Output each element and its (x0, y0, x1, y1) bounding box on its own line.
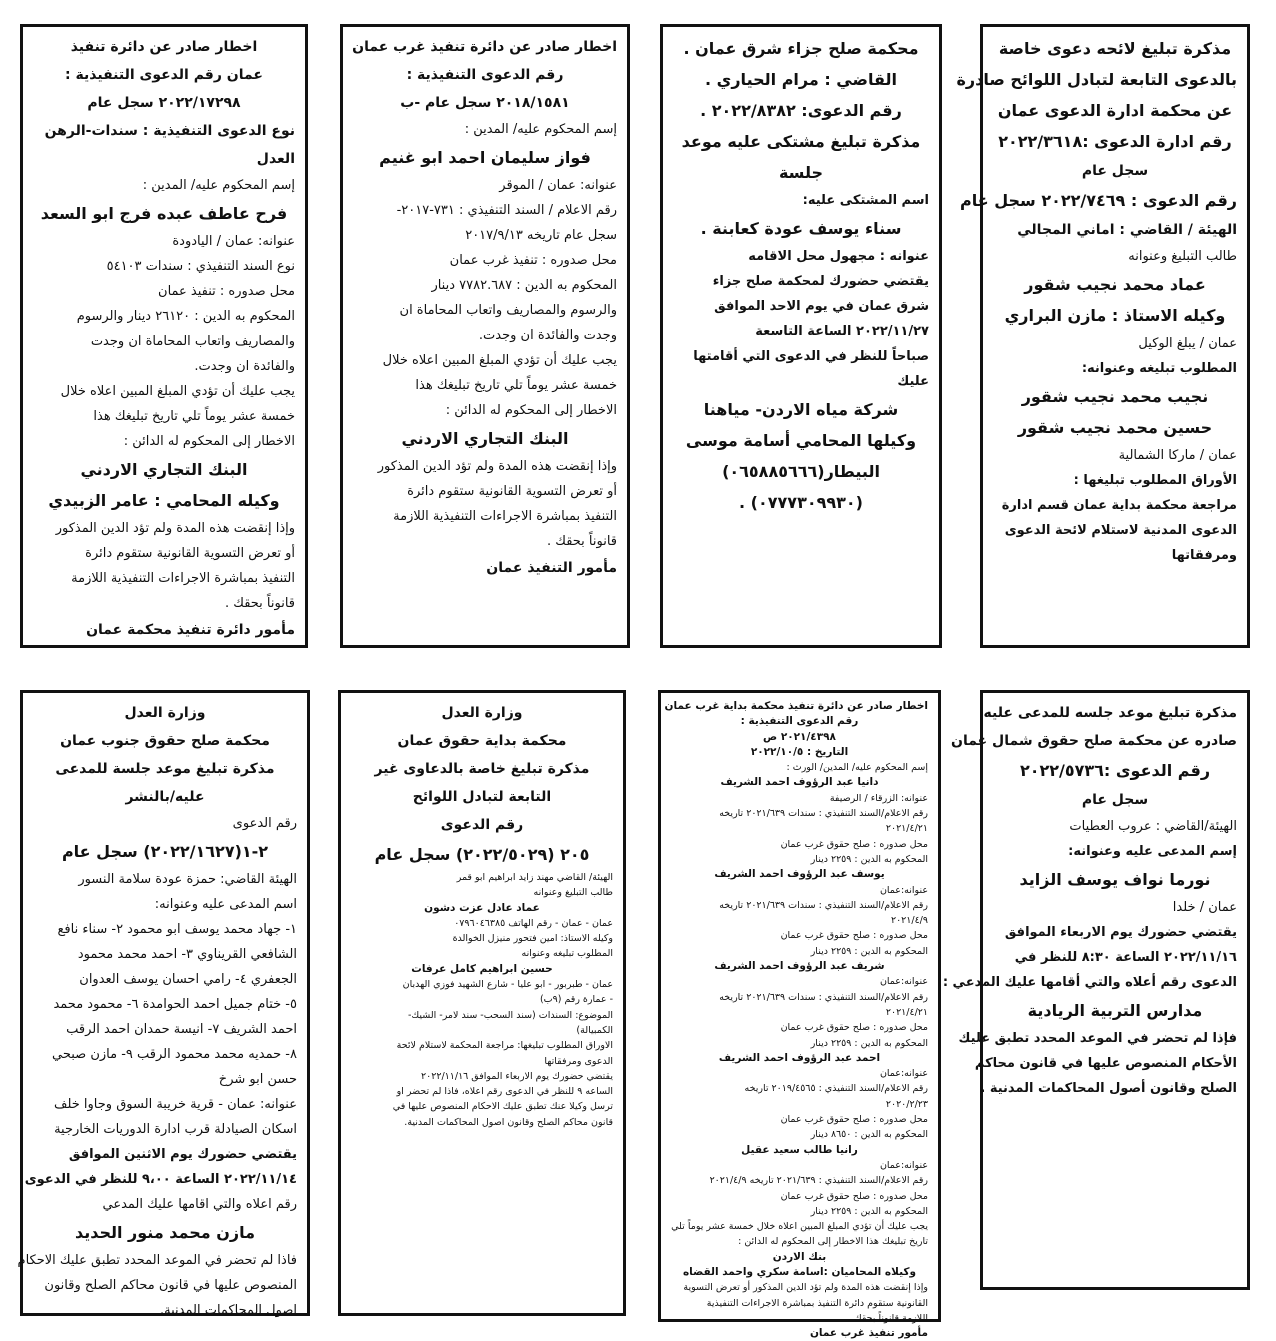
notice-line: صباحاً للنظر في الدعوى التي أقامتها (693, 349, 929, 364)
notice-line: فرح عاطف عبده فرج ابو السعد (40, 204, 288, 223)
notice-line: رقم الدعوى التنفيذية : (406, 67, 564, 83)
notice-line: يجب عليك أن تؤدي المبلغ المبين اعلاه خلال (60, 384, 295, 399)
notice-line: والفائدة ان وجدت. (194, 359, 295, 374)
notice-line: الموضوع: السندات (سند السحب- سند لامر- الشيك- (407, 1009, 613, 1021)
notice-line: رقم اعلاه والتي اقامها عليك المدعي (102, 1197, 297, 1212)
notice-line: حسن ابو شرخ (218, 1072, 297, 1087)
notice-line: التنفيذ بمباشرة الاجراءات التنفيذية اللازمة (393, 509, 617, 524)
notice-line: عنوانه:عمان (879, 1159, 928, 1171)
notice-line: شرق عمان في يوم الاحد الموافق (714, 299, 929, 314)
notice-line: وكيلها المحامي أسامة موسى (685, 431, 917, 450)
notice-line: رقم الدعوى (440, 817, 524, 833)
notice-line: عمان / خلدا (1172, 900, 1237, 915)
notice-line: قانوناً بحقك . (546, 534, 617, 549)
notice-line: محل صدوره : صلح حقوق غرب عمان (780, 1114, 928, 1126)
notice-line: ٢٠٥ (٢٠٢٢/٥٠٢٩) سجل عام (374, 845, 590, 864)
notice-west-amman-first-instance-execution (658, 690, 941, 1340)
notice-line: محكمة بداية حقوق عمان (397, 733, 567, 749)
notice-line: ٨- حمديه محمد محمود الرقب ٩- مازن صبحي (52, 1047, 297, 1062)
notice-line: رقم الاعلام/السند التنفيذي : ٢٠١٩/٤٥٦٥ تاريخه (744, 1083, 928, 1095)
notice-line: اسم المدعى عليه وعنوانه: (154, 897, 297, 912)
notice-line: محل صدوره : صلح حقوق غرب عمان (780, 1022, 928, 1034)
notice-line: وكيلاه المحاميان :اسامة سكري واحمد القضاه (682, 1265, 917, 1278)
notice-line: سجل عام (1081, 163, 1149, 179)
notice-line: فإذا لم تحضر في الموعد المحدد تطبق عليك (958, 1031, 1237, 1046)
notice-line: سجل عام (1081, 792, 1149, 808)
notice-line: إسم المدعى عليه وعنوانه: (1068, 844, 1237, 859)
notice-line: ٢٠٢٠/٢/٢٣ (885, 1098, 928, 1110)
notice-line: وزارة العدل (441, 705, 523, 721)
notice-line: اللازمة قانوناً بحقك . (847, 1312, 928, 1324)
notice-line: اسكان الصيادلة قرب ادارة الدوريات الخارجية (54, 1122, 297, 1137)
notice-line: محكمة صلح جزاء شرق عمان . (683, 39, 919, 58)
notice-line: محل صدوره : تنفيذ عمان (158, 284, 295, 299)
notice-amman-first-instance-court (338, 690, 626, 1316)
notice-line: - عمارة رقم (٩ب) (539, 994, 613, 1006)
notice-line: المطلوب تبليغه وعنوانه: (1081, 361, 1237, 376)
notice-line: الاخطار إلى المحكوم له الدائن : (445, 403, 617, 418)
notice-line: الساعه ٩ للنظر في الدعوى رقم اعلاه، فاذا لم تحضر او (396, 1086, 613, 1098)
notice-line: عماد محمد نجيب شقور (1024, 275, 1206, 294)
notice-line: ٢٠٢٢/١١/٢٧ الساعة التاسعة (755, 324, 929, 339)
notice-line: المحكوم به الدين : ٢٢٥٩ دينار (810, 1037, 928, 1049)
notice-line: رقم الدعوى :٢٠٢٢/٥٧٣٦ (1019, 761, 1211, 780)
notice-line: وإذا إنقضت هذه المدة ولم تؤد الدين المذكور (377, 459, 617, 474)
notice-line: رانيا طالب سعيد عقيل (741, 1143, 858, 1156)
notice-line: إسم المحكوم عليه/ المدين : (142, 178, 295, 193)
notice-line: يقتضي حضورك يوم الاثنين الموافق (68, 1147, 297, 1162)
notice-line: مذكرة تبليغ خاصة بالدعاوى غير (374, 761, 590, 777)
notice-line: قانوناً بحقك . (224, 596, 295, 611)
notice-line: وكيله الاستاذ : مازن البراري (1004, 306, 1226, 325)
notice-line: محل صدوره : صلح حقوق غرب عمان (780, 930, 928, 942)
notice-line: رقم الاعلام/السند التنفيذي : سندات ٢٠٢١/٦٣٩ تاريخه (719, 991, 928, 1003)
notice-line: المحكوم به الدين : ٧٧٨٢.٦٨٧ دينار (431, 278, 617, 293)
notice-line: محل صدوره : صلح حقوق غرب عمان (780, 838, 928, 850)
notice-line: مازن محمد منور الحديد (74, 1223, 256, 1242)
notice-line: رقم الدعوى التنفيذية : (740, 715, 859, 728)
notice-line: مأمور دائرة تنفيذ محكمة عمان (86, 622, 295, 638)
notice-line: جلسة (778, 163, 824, 182)
notice-line: نوع السند التنفيذي : سندات ٥٤١٠٣ (106, 259, 295, 274)
notice-line: نوع الدعوى التنفيذية : سندات-الرهن (44, 123, 295, 139)
notice-line: مذكرة تبليغ موعد جلسة للمدعى (55, 761, 275, 777)
notice-line: وزارة العدل (124, 705, 206, 721)
notice-line: ٢٠٢١/٤٣٩٨ ص (763, 730, 836, 743)
notice-line: عليك (897, 374, 929, 389)
notice-line: المحكوم به الدين : ٨٦٥٠ دينار (810, 1129, 928, 1141)
notice-line: اصول المحاكمات المدنية. (160, 1303, 297, 1318)
notice-line: التنفيذ بمباشرة الاجراءات التنفيذية اللازمة (71, 571, 295, 586)
notice-line: عنوانه:عمان (879, 1068, 928, 1080)
notice-line: رقم الاعلام/السند التنفيذي : ٢٠٢١/٦٣٩ تاريخه ٢٠٢١/٤/٩ (709, 1175, 928, 1187)
notice-line: البيطار(٠٦٥٨٨٥٦٦٦) (722, 462, 880, 481)
notice-line: محل صدوره : تنفيذ غرب عمان (449, 253, 617, 268)
notice-line: حسين ابراهيم كامل عرفات (411, 962, 553, 975)
notice-line: مراجعة محكمة بداية عمان قسم ادارة (1001, 498, 1237, 513)
notice-line: رقم الاعلام / السند التنفيذي : ٧٣١-٢٠١٧- (396, 203, 617, 218)
notice-line: والمصاريف واتعاب المحاماة ان وجدت (90, 334, 295, 349)
notice-line: التاريخ : ٢٠٢٢/١٠/٥ (750, 745, 849, 758)
notice-line: ٢-١(٢٠٢٢/١٦٢٧) سجل عام (61, 842, 269, 861)
notice-line: الدعوى المدنية لاستلام لائحة الدعوى (1004, 523, 1237, 538)
notice-line: الاوراق المطلوب تبليغها: مراجعة المحكمة لاستلام لائحة (396, 1040, 613, 1052)
notice-line: أو تعرض التسوية القانونية ستقوم دائرة (85, 546, 295, 561)
notice-line: الصلح وقانون أصول المحاكمات المدنية . (980, 1081, 1237, 1096)
notice-south-amman-civil-court (17, 690, 310, 1318)
notice-line: المنصوص عليها في قانون محاكم الصلح وقانون (44, 1278, 297, 1293)
notice-line: قانون محاكم الصلح وقانون اصول المحاكمات المدنية. (404, 1116, 613, 1128)
notice-line: اخطار صادر عن دائرة تنفيذ محكمة بداية غرب عمان (664, 700, 928, 712)
notice-line: الهيئة/ القاضي مهند زايد ابراهيم ابو قمر (456, 872, 613, 883)
notice-line: مدارس التربية الريادية (1027, 1001, 1203, 1020)
notice-north-amman-civil-court (942, 690, 1250, 1290)
notice-line: المحكوم به الدين : ٢٢٥٩ دينار (810, 945, 928, 957)
notice-line: إسم المحكوم عليه/ المدين/ الورث : (786, 762, 928, 774)
notice-line: الهيئة/القاضي : عروب العطيات (1069, 819, 1237, 834)
notice-line: والرسوم والمصاريف واتعاب المحاماة ان (399, 303, 617, 318)
notice-line: خمسة عشر يوماً تلي تاريخ تبليغك هذا (93, 409, 295, 424)
notice-line: رقم الدعوى: ٢٠٢٢/٨٣٨٢ . (700, 101, 902, 120)
notice-line: محل صدوره : صلح حقوق غرب عمان (780, 1190, 928, 1202)
notice-line: يوسف عبد الرؤوف احمد الشريف (714, 868, 885, 881)
notice-line: أو تعرض التسوية القانونية ستقوم دائرة (407, 484, 617, 499)
notice-line: رقم الاعلام/السند التنفيذي : سندات ٢٠٢١/٦٣٩ تاريخه (719, 899, 928, 911)
notice-line: ترسل وكيلا عنك تطبق عليك الاحكام المنصوص عليها في (392, 1101, 613, 1113)
notice-line: عنوانه: الزرقاء / الرصيفة (829, 792, 928, 804)
notice-line: عمان / ماركا الشمالية (1118, 448, 1237, 463)
notice-line: يقتضي حضورك لمحكمة صلح جزاء (712, 274, 929, 289)
notice-line: الأوراق المطلوب تبليغها : (1073, 473, 1237, 488)
notice-line: فواز سليمان احمد ابو غنيم (379, 148, 591, 167)
notice-line: عمان - طبربور - ابو عليا - شارع الشهيد فوزي الهدبان (402, 979, 613, 991)
notice-line: طالب التبليغ وعنوانه (533, 887, 613, 899)
notice-line: القاضي : مرام الحياري . (705, 70, 897, 89)
notice-line: رقم الدعوى (232, 816, 297, 831)
notice-line: مأمور التنفيذ عمان (486, 560, 617, 576)
notice-line: مذكرة تبليغ مشتكى عليه موعد (681, 132, 921, 151)
notice-line: بالدعوى التابعة لتبادل اللوائح صادرة (956, 70, 1237, 89)
notice-line: ٢٠٢٢/١٧٢٩٨ سجل عام (87, 95, 241, 111)
notice-line: سناء يوسف عودة كعابنة . (700, 219, 902, 238)
notice-line: دانيا عبد الرؤوف احمد الشريف (720, 776, 879, 789)
notice-line: احمد الشريف ٧- انيسة حمدان احمد الرقب (66, 1022, 297, 1037)
notice-line: مذكرة تبليغ لائحه دعوى خاصة (998, 39, 1232, 58)
notice-line: (٠٧٧٧٣٠٩٩٣٠) . (739, 493, 863, 512)
notice-line: اخطار صادر عن دائرة تنفيذ (70, 39, 258, 55)
notice-line: عنوانه: عمان / اليادودة (172, 234, 295, 249)
notice-line: شريف عبد الرؤوف احمد الشريف (714, 960, 885, 973)
notice-line: ٢٠٢١/٤/٩ (890, 915, 928, 927)
notice-line: يجب عليك أن تؤدي المبلغ المبين اعلاه خلال خمسة عشر يوماً تلي (671, 1221, 928, 1233)
notice-line: رقم الدعوى : ٢٠٢٢/٧٤٦٩ سجل عام (959, 191, 1237, 210)
notice-line: عنوانه:عمان (879, 976, 928, 988)
notice-line: طالب التبليغ وعنوانه (1128, 249, 1237, 264)
notice-line: خمسة عشر يوماً تلي تاريخ تبليغك هذا (415, 378, 617, 393)
notice-line: المحكوم به الدين : ٢٢٥٩ دينار (810, 853, 928, 865)
notice-east-amman-criminal-court (660, 24, 942, 648)
notice-line: مأمور تنفيذ غرب عمان (809, 1327, 928, 1340)
notice-line: نجيب محمد نجيب شقور (1021, 387, 1209, 406)
notice-line: عماد عادل عزت دشون (424, 901, 540, 914)
notice-line: البنك التجاري الاردني (401, 429, 569, 448)
notice-line: عمان - عمان - رقم الهاتف ٠٧٩٦٠٤٦٣٨٥ (454, 917, 613, 929)
notice-line: حسين محمد نجيب شقور (1017, 418, 1213, 437)
notice-line: الشافعي القريناوي ٣- احمد محمد محمود (77, 947, 297, 962)
notice-line: ١- جهاد محمد يوسف ابو محمود ٢- سناء نافع (57, 922, 297, 937)
notice-west-amman-execution (340, 24, 630, 648)
notice-line: اسم المشتكى عليه: (802, 193, 929, 208)
notice-line: ٥- ختام جميل احمد الحوامدة ٦- محمود محمد (53, 997, 297, 1012)
notice-line: مذكرة تبليغ موعد جلسه للمدعى عليه (983, 705, 1237, 721)
notice-line: عمان رقم الدعوى التنفيذية : (65, 67, 263, 83)
notice-line: البنك التجاري الاردني (80, 460, 248, 479)
notice-line: عمان / يبلغ الوكيل (1138, 336, 1237, 351)
notice-line: ٢٠٢١/٤/٢١ (885, 823, 928, 835)
notice-amman-execution (20, 24, 308, 648)
notice-line: شركة مياه الاردن- مياهنا (703, 400, 899, 419)
notice-line: الكمبيالة) (576, 1024, 613, 1036)
notice-line: الهيئة القاضي: حمزة عودة سلامة النسور (78, 872, 297, 887)
notice-line: رقم ادارة الدعوى :٢٠٢٢/٣٦١٨ (998, 132, 1232, 151)
notice-line: بنك الاردن (772, 1250, 827, 1263)
notice-line: الهيئة / القاضي : اماني المجالي (1017, 222, 1237, 238)
notice-line: عن محكمة ادارة الدعوى عمان (997, 101, 1233, 120)
notice-line: ٢٠٢٢/١١/١٦ الساعة ٨:٣٠ للنظر في (1014, 950, 1237, 965)
notice-line: وإذا إنقضت هذه المدة ولم تؤد الدين المذكور أو تعرض التسوية (683, 1282, 928, 1294)
notice-line: المحكوم به الدين : ٢٢٥٩ دينار (810, 1205, 928, 1217)
notice-line: اخطار صادر عن دائرة تنفيذ غرب عمان (352, 39, 617, 55)
notice-line: رقم الاعلام/السند التنفيذي : سندات ٢٠٢١/٦٣٩ تاريخه (719, 808, 928, 820)
notice-line: محكمة صلح حقوق جنوب عمان (60, 733, 270, 749)
notice-line: يقتضي حضورك يوم الاربعاء الموافق (1004, 925, 1237, 940)
notice-line: المطلوب تبليغه وعنوانه (521, 948, 613, 960)
notice-line: احمد عبد الرؤوف احمد الشريف (718, 1051, 881, 1064)
notice-line: الاخطار إلى المحكوم له الدائن : (123, 434, 295, 449)
notice-line: وكيله المحامي : عامر الزبيدي (48, 491, 280, 510)
notice-line: وإذا إنقضت هذه المدة ولم تؤد الدين المذكور (55, 521, 295, 536)
notice-line: الأحكام المنصوص عليها في قانون محاكم (974, 1056, 1237, 1071)
notice-line: عنوانه: عمان / الموقر (499, 178, 617, 193)
notice-line: صادره عن محكمة صلح حقوق شمال عمان (951, 733, 1237, 749)
notice-memo-claim-management (956, 24, 1250, 648)
notice-line: عليه/بالنشر (125, 789, 205, 805)
notice-line: وجدت والفائدة ان وجدت. (478, 328, 617, 343)
notice-line: المحكوم به الدين : ٢٦١٢٠ دينار والرسوم (76, 309, 295, 324)
notice-line: إسم المحكوم عليه/ المدين : (464, 122, 617, 137)
notice-line: سجل عام تاريخه ٢٠١٧/٩/١٣ (465, 228, 617, 243)
notice-line: نورما نواف يوسف الزايد (1019, 870, 1211, 889)
notice-line: عنوانه:عمان (879, 884, 928, 896)
notice-line: عنوانه: عمان - قرية خريبة السوق وجاوا خلف (53, 1097, 297, 1112)
notice-line: القانونية ستقوم دائرة التنفيذ بمباشرة الاجراءات التنفيذية (706, 1297, 928, 1309)
notice-line: يجب عليك أن تؤدي المبلغ المبين اعلاه خلال (382, 353, 617, 368)
notice-line: يقتضي حضورك يوم الاربعاء الموافق ٢٠٢٢/١١/١٦ (421, 1070, 613, 1082)
notice-line: الجعفري ٤- رامي احسان يوسف العدوان (79, 972, 297, 987)
notice-line: عنوانه : مجهول محل الاقامه (748, 249, 929, 264)
notice-line: ٢٠٢١/٤/٢١ (885, 1006, 928, 1018)
notice-line: ٢٠١٨/١٥٨١ سجل عام -ب (400, 95, 570, 111)
notice-line: العدل (256, 151, 295, 167)
notice-line: الدعوى ومرفقاتها (544, 1055, 613, 1067)
notice-line: ٢٠٢٢/١١/١٤ الساعة ٩،٠٠ للنظر في الدعوى (24, 1172, 297, 1187)
notice-line: التابعة لتبادل اللوائح (412, 789, 552, 805)
notice-line: فاذا لم تحضر في الموعد المحدد تطبق عليك الاحكام (17, 1253, 297, 1268)
notice-line: تاريخ تبليغك هذا الاخطار إلى المحكوم له الدائن : (738, 1236, 928, 1248)
notice-line: الدعوى رقم أعلاه والتي أقامها عليك المدعي : (942, 975, 1237, 990)
notice-line: ومرفقاتها (1171, 548, 1237, 563)
notice-line: وكيله الاستاذ: امين فتحور منيزل الخوالدة (452, 933, 613, 945)
